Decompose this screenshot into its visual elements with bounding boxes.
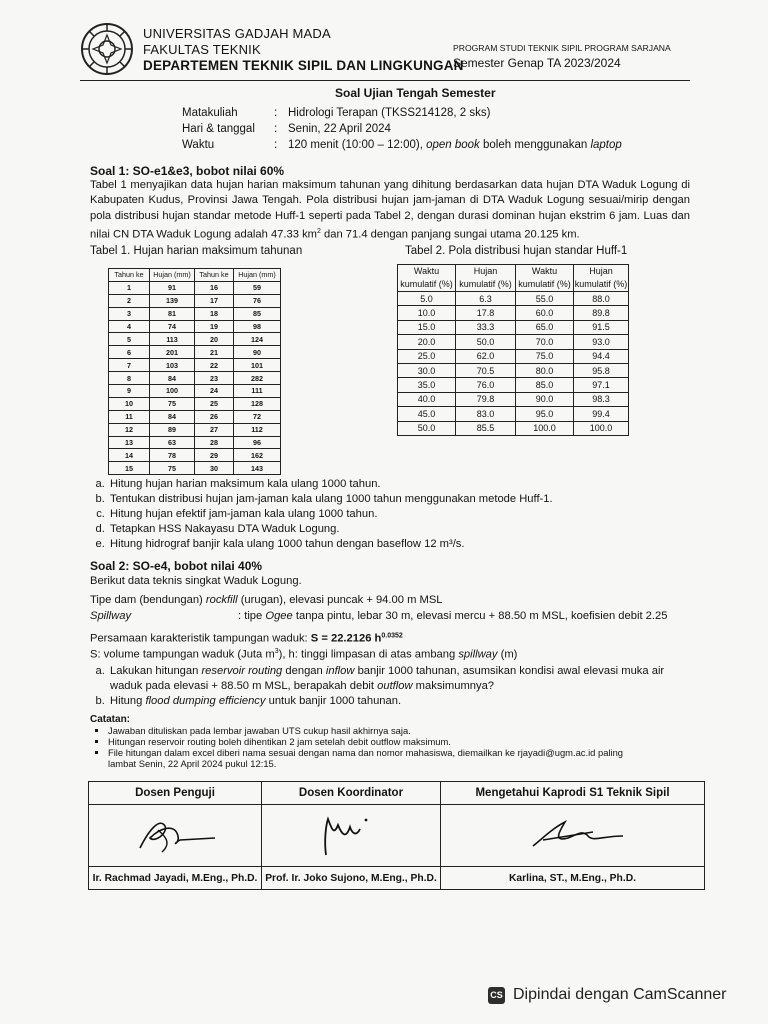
table-cell: 35.0 — [398, 378, 456, 392]
table-cell: 62.0 — [456, 349, 516, 363]
table-cell: 45.0 — [398, 407, 456, 421]
table-cell: 50.0 — [398, 421, 456, 435]
meta-sep: : — [274, 107, 278, 119]
table-cell: 85.0 — [516, 378, 574, 392]
table-1-body — [109, 281, 281, 474]
table-header: Tahun ke — [195, 269, 234, 282]
camscanner-watermark — [488, 986, 726, 1004]
table-cell: 84 — [150, 372, 195, 385]
list-item: e. Hitung hidrograf banjir kala ulang 1000 tahun dengan baseflow 12 m³/s. — [108, 537, 553, 552]
storage-equation: Persamaan karakteristik tampungan waduk: S = 22.2126 $h^{0.0352}$ — [90, 632, 403, 645]
table-row — [109, 307, 281, 320]
table-row — [398, 421, 629, 435]
table-cell: 27 — [195, 423, 234, 436]
table-row — [109, 397, 281, 410]
dam-type: Tipe dam (bendungan) rockfill (urugan), elevasi puncak + 94.00 m MSL — [90, 594, 443, 606]
table-cell: 103 — [150, 359, 195, 372]
camscanner-text: Dipindai dengan CamScanner — [513, 986, 727, 1003]
list-item: c. Hitung hujan efektif jam-jaman kala ulang 1000 tahun. — [108, 507, 553, 522]
list-item: a. Hitung hujan harian maksimum kala ulang 1000 tahun. — [108, 477, 553, 492]
signature-table — [88, 781, 705, 890]
table-cell: 63 — [150, 436, 195, 449]
institution-block — [143, 26, 464, 74]
table-cell: 14 — [109, 449, 150, 462]
table-row — [109, 436, 281, 449]
table-2-caption: Tabel 2. Pola distribusi hujan standar Huff-1 — [405, 245, 628, 257]
meta-value: Hidrologi Terapan (TKSS214128, 2 sks) — [288, 107, 491, 119]
table-cell: 79.8 — [456, 392, 516, 406]
table-cell: 40.0 — [398, 392, 456, 406]
signature-header: Dosen Penguji — [89, 782, 262, 805]
list-item: b. Hitung flood dumping efficiency untuk banjir 1000 tahunan. — [108, 694, 698, 709]
camscanner-icon: CS — [488, 987, 505, 1004]
table-cell: 89 — [150, 423, 195, 436]
table-cell: 25.0 — [398, 349, 456, 363]
table-row — [398, 292, 629, 306]
note-item: ▪ File hitungan dalam excel diberi nama sesuai dengan nama dan nomor mahasiswa, diemailkan ke rjayadi@ugm.ac.id paling lambat Senin, 22 April 2024 pukul 12:15. — [108, 747, 623, 769]
table-cell: 111 — [234, 385, 281, 398]
program-name: PROGRAM STUDI TEKNIK SIPIL PROGRAM SARJANA — [453, 43, 671, 53]
table-cell: 112 — [234, 423, 281, 436]
table-row — [398, 407, 629, 421]
table-cell: 201 — [150, 346, 195, 359]
table-cell: 72 — [234, 410, 281, 423]
table-row — [109, 333, 281, 346]
signature-kaprodi — [441, 805, 705, 867]
table-cell: 28 — [195, 436, 234, 449]
table-row — [109, 385, 281, 398]
soal-1-tasks — [90, 477, 553, 552]
table-row — [109, 462, 281, 475]
table-cell: 3 — [109, 307, 150, 320]
table-row — [109, 294, 281, 307]
table-cell: 90.0 — [516, 392, 574, 406]
table-cell: 33.3 — [456, 320, 516, 334]
table-cell: 4 — [109, 320, 150, 333]
table-cell: 95.0 — [516, 407, 574, 421]
semester-label: Semester Genap TA 2023/2024 — [453, 56, 621, 70]
table-cell: 70.0 — [516, 335, 574, 349]
table-cell: 96 — [234, 436, 281, 449]
table-cell: 98.3 — [574, 392, 629, 406]
table-row — [109, 449, 281, 462]
signature-mark — [296, 805, 406, 861]
table-row — [398, 378, 629, 392]
meta-value: Senin, 22 April 2024 — [288, 123, 391, 135]
storage-definition: S: volume tampungan waduk (Juta $m^3$), h: tinggi limpasan di atas ambang spillway (m) — [90, 648, 518, 661]
table-row — [109, 372, 281, 385]
table-row — [109, 423, 281, 436]
table-cell: 139 — [150, 294, 195, 307]
university-name: UNIVERSITAS GADJAH MADA — [143, 26, 331, 41]
table-header: Hujan kumulatif (%) — [456, 265, 516, 292]
table-cell: 20.0 — [398, 335, 456, 349]
table-cell: 100.0 — [574, 421, 629, 435]
ugm-seal-icon — [80, 22, 134, 76]
table-row — [109, 359, 281, 372]
table-cell: 29 — [195, 449, 234, 462]
table-cell: 7 — [109, 359, 150, 372]
signature-name: Karlina, ST., M.Eng., Ph.D. — [441, 867, 705, 890]
table-cell: 78 — [150, 449, 195, 462]
spillway-spec: Spillway : tipe Ogee tanpa pintu, lebar 30 m, elevasi mercu + 88.50 m MSL, koefisien debit 2.25 — [90, 610, 668, 622]
table-row — [398, 349, 629, 363]
table-row — [109, 320, 281, 333]
signature-name: Ir. Rachmad Jayadi, M.Eng., Ph.D. — [89, 867, 262, 890]
signature-header: Dosen Koordinator — [262, 782, 441, 805]
table-cell: 100.0 — [516, 421, 574, 435]
table-cell: 93.0 — [574, 335, 629, 349]
table-cell: 75 — [150, 397, 195, 410]
signature-name: Prof. Ir. Joko Sujono, M.Eng., Ph.D. — [262, 867, 441, 890]
table-cell: 84 — [150, 410, 195, 423]
table-row — [109, 410, 281, 423]
table-cell: 5.0 — [398, 292, 456, 306]
notes-label: Catatan: — [90, 714, 131, 725]
table-cell: 83.0 — [456, 407, 516, 421]
signature-mark — [120, 808, 230, 858]
table-cell: 70.5 — [456, 363, 516, 377]
meta-label: Waktu — [182, 139, 215, 151]
table-cell: 100 — [150, 385, 195, 398]
table-cell: 88.0 — [574, 292, 629, 306]
table-row — [398, 363, 629, 377]
table-cell: 20 — [195, 333, 234, 346]
table-cell: 65.0 — [516, 320, 574, 334]
table-cell: 6.3 — [456, 292, 516, 306]
table-cell: 13 — [109, 436, 150, 449]
table-cell: 90 — [234, 346, 281, 359]
table-row — [109, 281, 281, 294]
table-cell: 2 — [109, 294, 150, 307]
table-cell: 22 — [195, 359, 234, 372]
signature-coordinator — [262, 805, 441, 867]
meta-sep: : — [274, 123, 278, 135]
table-2-body — [398, 292, 629, 436]
table-row — [398, 320, 629, 334]
table-header: Waktu kumulatif (%) — [516, 265, 574, 292]
table-cell: 124 — [234, 333, 281, 346]
meta-value: 120 menit (10:00 – 12:00), open book boleh menggunakan laptop — [288, 139, 622, 151]
table-cell: 15.0 — [398, 320, 456, 334]
exam-meta — [180, 104, 624, 154]
table-cell: 128 — [234, 397, 281, 410]
table-cell: 1 — [109, 281, 150, 294]
table-cell: 26 — [195, 410, 234, 423]
table-cell: 9 — [109, 385, 150, 398]
table-cell: 10 — [109, 397, 150, 410]
table-cell: 19 — [195, 320, 234, 333]
department-name: DEPARTEMEN TEKNIK SIPIL DAN LINGKUNGAN — [143, 58, 464, 73]
table-cell: 143 — [234, 462, 281, 475]
table-cell: 85.5 — [456, 421, 516, 435]
table-cell: 24 — [195, 385, 234, 398]
table-row — [398, 335, 629, 349]
table-cell: 18 — [195, 307, 234, 320]
table-header: Hujan (mm) — [234, 269, 281, 282]
table-header: Waktu kumulatif (%) — [398, 265, 456, 292]
table-cell: 101 — [234, 359, 281, 372]
table-cell: 17.8 — [456, 306, 516, 320]
table-cell: 97.1 — [574, 378, 629, 392]
table-1-caption: Tabel 1. Hujan harian maksimum tahunan — [90, 245, 303, 257]
list-item: b. Tentukan distribusi hujan jam-jaman kala ulang 1000 tahun menggunakan metode Huff-1. — [108, 492, 553, 507]
table-cell: 11 — [109, 410, 150, 423]
table-cell: 85 — [234, 307, 281, 320]
table-cell: 55.0 — [516, 292, 574, 306]
table-cell: 80.0 — [516, 363, 574, 377]
faculty-name: FAKULTAS TEKNIK — [143, 42, 261, 57]
table-cell: 30 — [195, 462, 234, 475]
table-2 — [397, 264, 629, 436]
table-cell: 75 — [150, 462, 195, 475]
table-cell: 10.0 — [398, 306, 456, 320]
note-item: ▪ Hitungan reservoir routing boleh dihentikan 2 jam setelah debit outflow maksimum. — [108, 736, 623, 747]
table-cell: 95.8 — [574, 363, 629, 377]
table-cell: 25 — [195, 397, 234, 410]
table-cell: 21 — [195, 346, 234, 359]
table-cell: 89.8 — [574, 306, 629, 320]
table-1 — [108, 268, 281, 475]
table-row — [398, 306, 629, 320]
table-cell: 98 — [234, 320, 281, 333]
note-item: ▪ Jawaban dituliskan pada lembar jawaban UTS cukup hasil akhirnya saja. — [108, 725, 623, 736]
table-cell: 113 — [150, 333, 195, 346]
table-cell: 76.0 — [456, 378, 516, 392]
table-cell: 99.4 — [574, 407, 629, 421]
meta-label: Hari & tanggal — [182, 123, 255, 135]
table-cell: 74 — [150, 320, 195, 333]
table-cell: 91.5 — [574, 320, 629, 334]
table-row — [398, 392, 629, 406]
exam-title: Soal Ujian Tengah Semester — [335, 86, 496, 100]
list-item: d. Tetapkan HSS Nakayasu DTA Waduk Logung. — [108, 522, 553, 537]
table-cell: 94.4 — [574, 349, 629, 363]
table-cell: 15 — [109, 462, 150, 475]
signature-mark — [513, 808, 633, 858]
table-cell: 91 — [150, 281, 195, 294]
table-cell: 16 — [195, 281, 234, 294]
table-cell: 8 — [109, 372, 150, 385]
table-cell: 59 — [234, 281, 281, 294]
soal-1-heading: Soal 1: SO-e1&e3, bobot nilai 60% — [90, 164, 285, 178]
table-row — [109, 346, 281, 359]
table-cell: 12 — [109, 423, 150, 436]
table-cell: 282 — [234, 372, 281, 385]
table-header: Hujan (mm) — [150, 269, 195, 282]
notes — [90, 714, 623, 769]
table-cell: 5 — [109, 333, 150, 346]
table-cell: 6 — [109, 346, 150, 359]
table-header: Hujan kumulatif (%) — [574, 265, 629, 292]
table-cell: 30.0 — [398, 363, 456, 377]
table-cell: 50.0 — [456, 335, 516, 349]
meta-label: Matakuliah — [182, 107, 238, 119]
table-cell: 17 — [195, 294, 234, 307]
soal-2-heading: Soal 2: SO-e4, bobot nilai 40% — [90, 559, 263, 573]
meta-sep: : — [274, 139, 278, 151]
list-item: a. Lakukan hitungan reservoir routing dengan inflow banjir 1000 tahunan, asumsikan kondisi awal elevasi muka air waduk pada elevasi + 88.50 m MSL, berapakah debit outflow maksimumnya? — [108, 664, 698, 694]
soal-2-tasks — [90, 664, 698, 709]
table-cell: 76 — [234, 294, 281, 307]
table-cell: 162 — [234, 449, 281, 462]
signature-examiner — [89, 805, 262, 867]
table-header: Tahun ke — [109, 269, 150, 282]
table-cell: 81 — [150, 307, 195, 320]
soal-2-intro: Berikut data teknis singkat Waduk Logung. — [90, 575, 302, 587]
soal-1-paragraph: Tabel 1 menyajikan data hujan harian maksimum tahunan yang dihitung berdasarkan data hujan DTA Waduk Logung di Kabupaten Kudus, Provinsi Jawa Tengah. Pola distribusi hujan jam-jaman di DTA Waduk Logung sesuai/mirip dengan pola distribusi hujan standar metode Huff-1 seperti pada Tabel 2, dengan durasi dominan hujan ekstrim 6 jam. Luas dan nilai CN DTA Waduk Logung adalah 47.33 $km^2$ dan 71.4 dengan panjang sungai utama 20.125 km. — [90, 179, 690, 241]
signature-header: Mengetahui Kaprodi S1 Teknik Sipil — [441, 782, 705, 805]
table-cell: 75.0 — [516, 349, 574, 363]
header-divider — [80, 80, 690, 81]
table-cell: 23 — [195, 372, 234, 385]
table-cell: 60.0 — [516, 306, 574, 320]
